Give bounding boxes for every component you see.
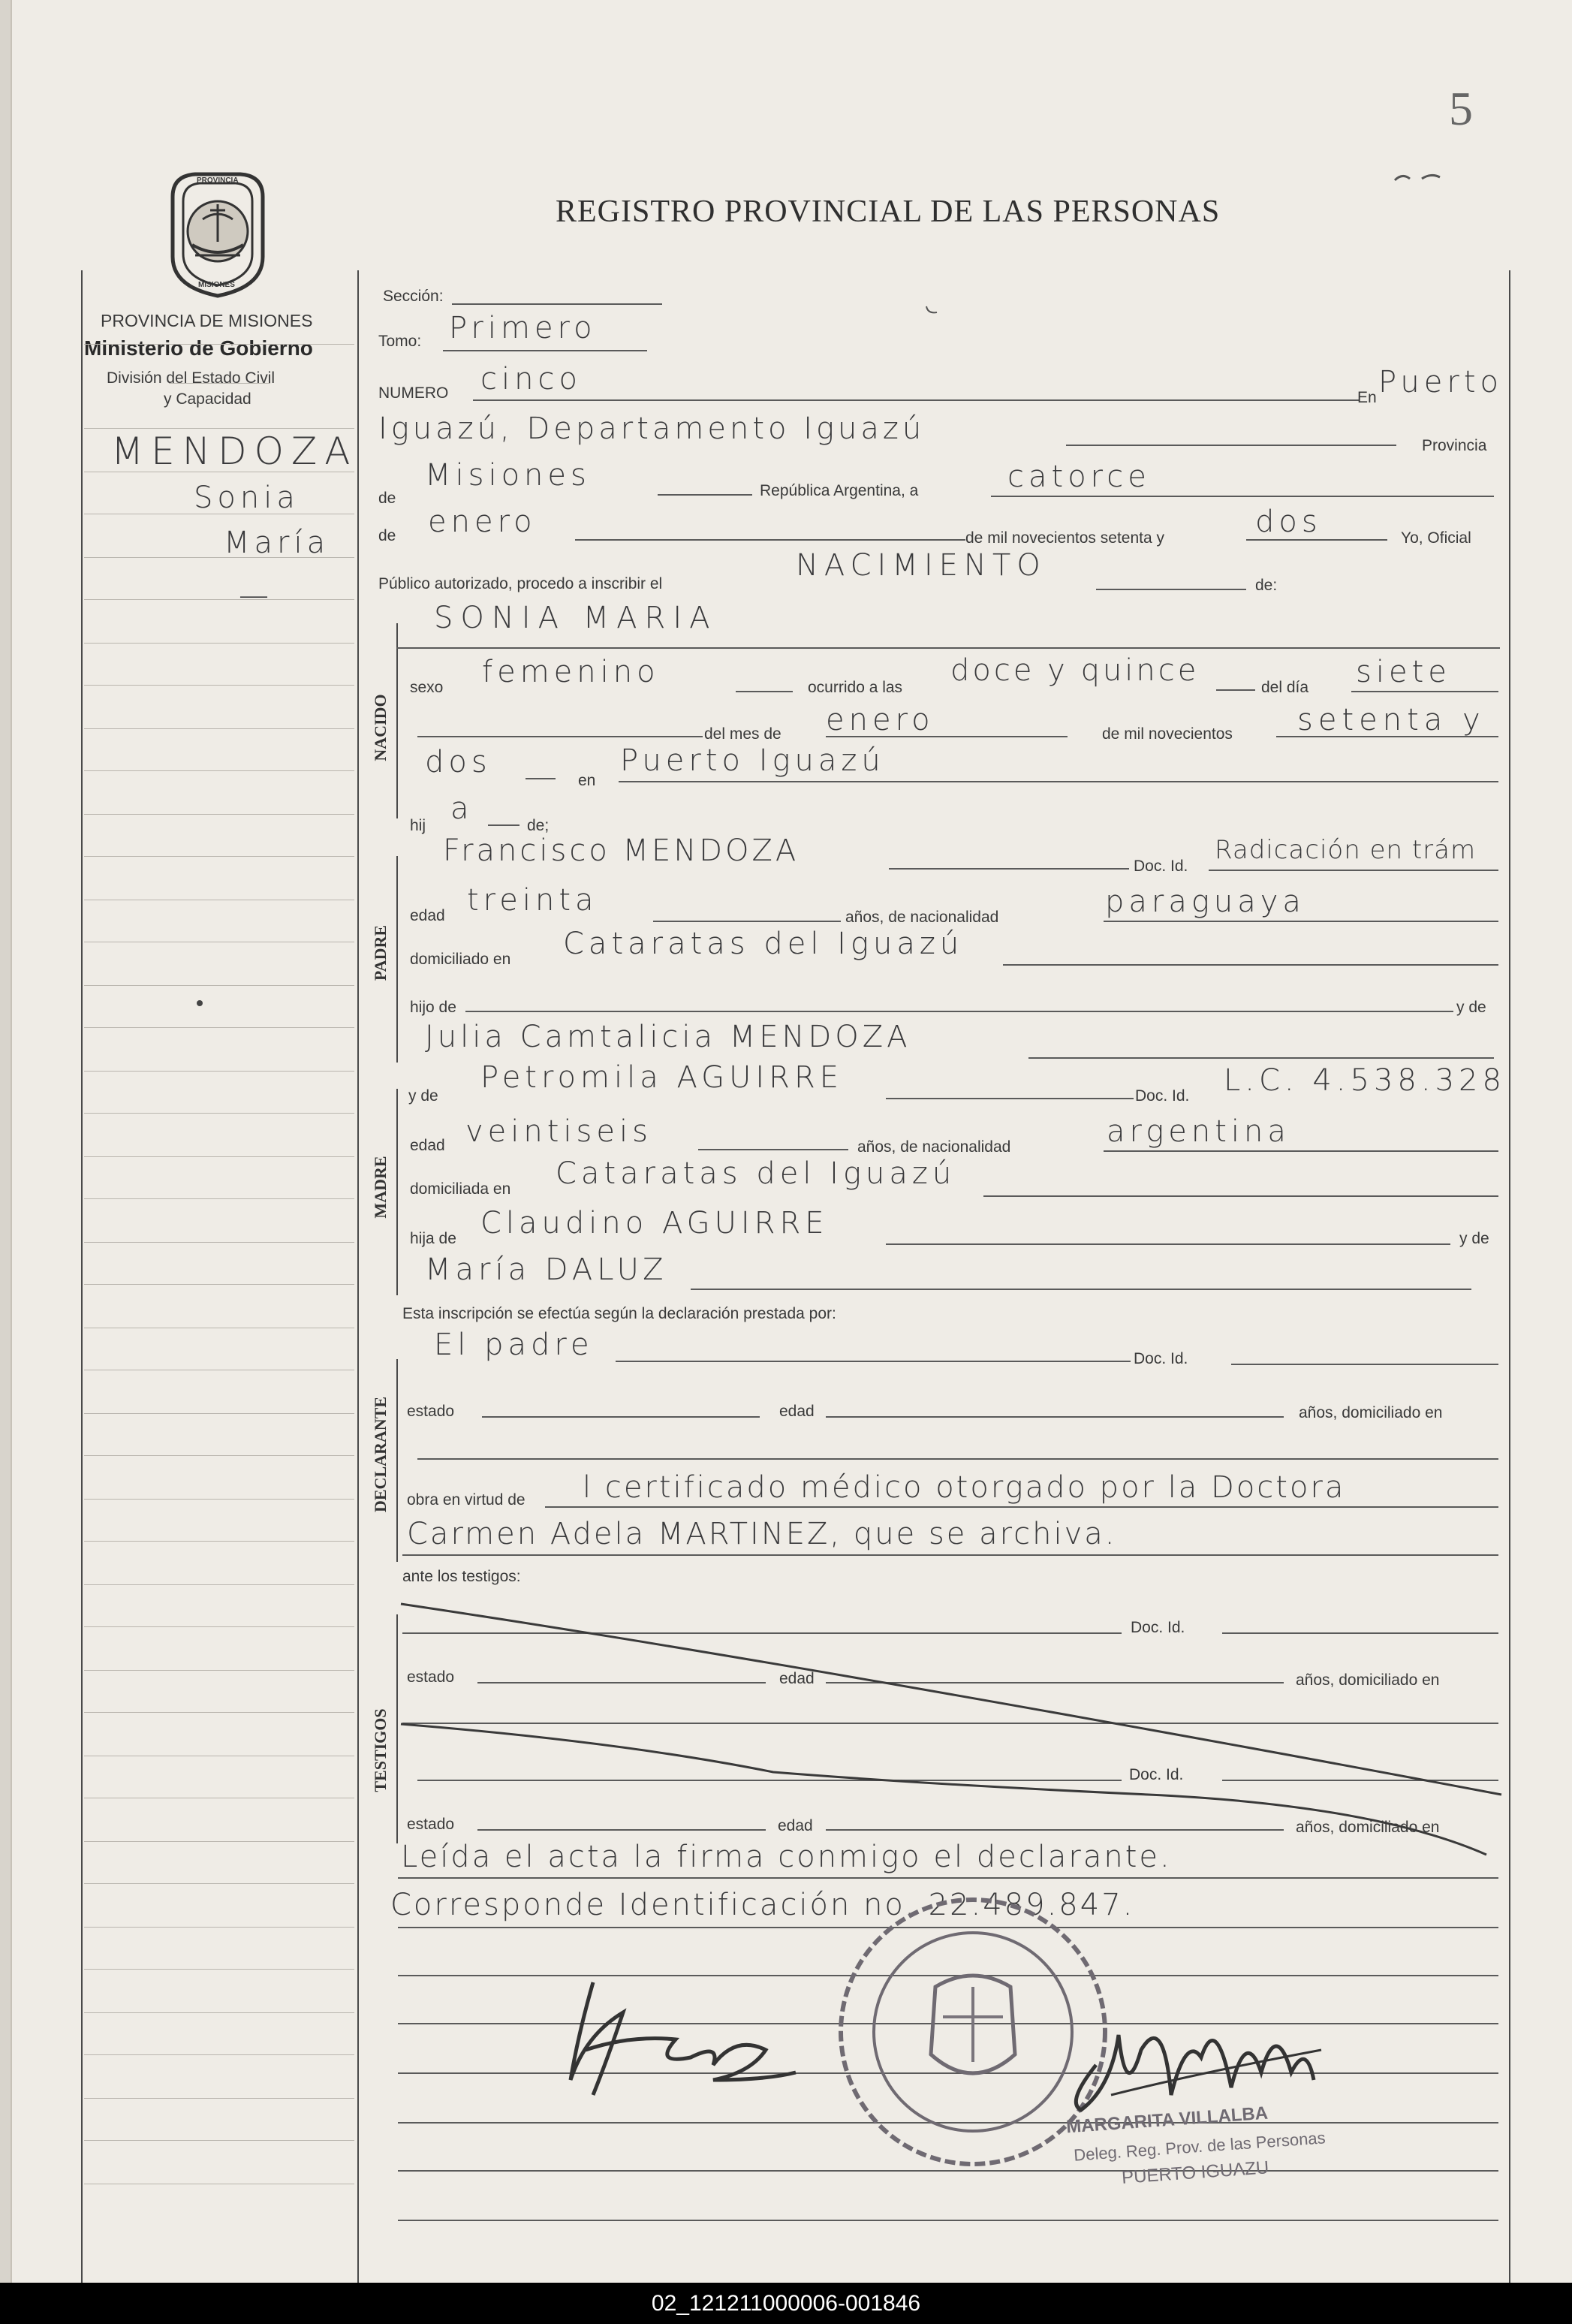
ocurrido-label: ocurrido a las	[808, 679, 903, 696]
form-left-border	[357, 270, 359, 2283]
section-padre: PADRE	[371, 924, 390, 981]
anio-nac-value-1: setenta y	[1297, 703, 1486, 737]
madre-madre-value: María DALUZ	[425, 1252, 668, 1287]
nacido-bracket	[396, 623, 398, 818]
del-mes-label: del mes de	[704, 725, 781, 743]
seal-bottom-text: MISIONES	[198, 281, 235, 289]
yo-oficial-label: Yo, Oficial	[1401, 529, 1471, 547]
binding-edge	[0, 0, 12, 2283]
lugar-nac-value: Puerto Iguazú	[620, 743, 885, 778]
anos-nac-label-padre: años, de nacionalidad	[845, 909, 999, 926]
acto-value: NACIMIENTO	[796, 548, 1046, 583]
padre-doc-value: Radicación en trám	[1215, 835, 1477, 865]
madre-bracket	[396, 1089, 398, 1295]
margin-given-name-1: Sonia	[194, 481, 300, 515]
anos-nac-label-madre: años, de nacionalidad	[857, 1138, 1011, 1156]
de-colon-label: de:	[1255, 577, 1278, 594]
estado-label-t1: estado	[407, 1668, 455, 1686]
division-label-2: y Capacidad	[164, 390, 251, 408]
edad-label-t2: edad	[778, 1817, 813, 1834]
nombre-value: SONIA MARIA	[434, 601, 718, 635]
section-madre: MADRE	[371, 1156, 390, 1219]
y-de-label-1: y de	[1456, 999, 1486, 1016]
edad-label-decl: edad	[779, 1403, 815, 1420]
en-label-2: en	[578, 772, 596, 789]
de-mil-nov-label: de mil novecientos	[1102, 725, 1233, 743]
obra-label: obra en virtud de	[407, 1491, 526, 1509]
ante-testigos-label: ante los testigos:	[402, 1568, 521, 1585]
tomo-value: Primero	[449, 311, 597, 345]
dot-mark	[197, 1000, 203, 1006]
y-de-label-2: y de	[408, 1087, 438, 1105]
section-declarante: DECLARANTE	[371, 1396, 390, 1512]
nota-value-2: Corresponde Identificación no. 22.489.847.	[390, 1888, 1135, 1922]
lugar-value-1: Puerto	[1378, 365, 1503, 399]
page-number: 5	[1449, 82, 1473, 135]
edad-label-padre: edad	[410, 907, 445, 924]
de-label-2: de	[378, 527, 396, 544]
padre-value: Francisco MENDOZA	[443, 833, 800, 868]
anos-dom-label-t1: años, domiciliado en	[1296, 1671, 1440, 1689]
estado-label-t2: estado	[407, 1816, 455, 1833]
hij-suffix-value: a	[450, 791, 474, 826]
edad-label-madre: edad	[410, 1137, 445, 1154]
section-nacido: NACIDO	[371, 694, 390, 761]
anos-dom-label-t2: años, domiciliado en	[1296, 1819, 1440, 1836]
stamp-role: Deleg. Reg. Prov. de las Personas	[1073, 2128, 1327, 2165]
provincial-seal	[158, 167, 278, 300]
hijo-de-label: hijo de	[410, 999, 456, 1016]
stamp-name: MARGARITA VILLALBA	[1065, 2102, 1269, 2138]
padre-edad-value: treinta	[467, 883, 598, 918]
madre-edad-value: veintiseis	[465, 1114, 652, 1149]
anio-value: dos	[1255, 505, 1322, 539]
dia-nac-value: siete	[1356, 655, 1451, 689]
seccion-label: Sección:	[383, 288, 444, 305]
hij-label: hij	[410, 817, 426, 834]
sexo-value: femenino	[482, 655, 660, 689]
dia-value: catorce	[1007, 460, 1151, 494]
numero-value: cinco	[480, 362, 582, 396]
provincia-label: Provincia	[1422, 437, 1487, 454]
margin-surname: MENDOZA	[111, 430, 358, 473]
section-testigos: TESTIGOS	[371, 1708, 390, 1792]
publico-label: Público autorizado, procedo a inscribir el	[378, 575, 663, 592]
madre-nac-value: argentina	[1107, 1114, 1290, 1149]
doc-id-label-madre: Doc. Id.	[1135, 1087, 1190, 1105]
cancel-strokes	[398, 1592, 1509, 1862]
nota-value-1: Leída el acta la firma conmigo el declarante.	[401, 1840, 1172, 1874]
domiciliado-label-padre: domiciliado en	[410, 951, 511, 968]
anos-dom-label-decl: años, domiciliado en	[1299, 1404, 1443, 1421]
doc-id-label-padre: Doc. Id.	[1134, 858, 1188, 875]
form-right-border	[1509, 270, 1510, 2283]
mes-value: enero	[428, 505, 537, 539]
madre-dom-value: Cataratas del Iguazú	[556, 1156, 956, 1191]
hija-de-label: hija de	[410, 1230, 456, 1247]
ministry-label: Ministerio de Gobierno	[84, 336, 313, 360]
edad-label-t1: edad	[779, 1670, 815, 1687]
corner-mark	[1393, 173, 1446, 183]
en-label: En	[1357, 389, 1377, 406]
obra-value-1: l certificado médico otorgado por la Doctora	[583, 1470, 1346, 1505]
republica-label: República Argentina, a	[760, 482, 919, 499]
anio-nac-value-2: dos	[425, 745, 492, 779]
declarant-signature	[541, 1967, 811, 2118]
doc-id-label-t1: Doc. Id.	[1131, 1619, 1185, 1636]
hora-value: doce y quince	[950, 653, 1200, 688]
division-label-1: División del Estado Civil	[107, 369, 276, 387]
esta-inscripcion-label: Esta inscripción se efectúa según la declaración prestada por:	[402, 1305, 836, 1322]
province-label: PROVINCIA DE MISIONES	[101, 311, 313, 330]
del-dia-label: del día	[1261, 679, 1309, 696]
mes-nac-value: enero	[826, 703, 935, 737]
tomo-label: Tomo:	[378, 333, 422, 350]
padre-nac-value: paraguaya	[1105, 885, 1305, 919]
de-label-1: de	[378, 490, 396, 507]
madre-value: Petromila AGUIRRE	[480, 1060, 844, 1095]
margin-dash: —	[239, 578, 273, 613]
doc-id-label-decl: Doc. Id.	[1134, 1350, 1188, 1367]
image-caption: 02_121211000006-001846	[0, 2283, 1572, 2324]
provincia-value: Misiones	[425, 458, 591, 493]
stamp-place: PUERTO IGUAZU	[1121, 2157, 1270, 2188]
de-semi-label: de;	[527, 817, 550, 834]
abuelos-p-value: Julia Camtalicia MENDOZA	[425, 1020, 911, 1054]
sexo-label: sexo	[410, 679, 444, 696]
madre-padre-value: Claudino AGUIRRE	[480, 1206, 829, 1240]
seal-top-text: PROVINCIA	[197, 176, 239, 185]
declarante-value: El padre	[434, 1328, 594, 1362]
declarante-bracket	[396, 1359, 398, 1562]
margin-given-name-2: María	[224, 526, 330, 560]
obra-value-2: Carmen Adela MARTINEZ, que se archiva.	[407, 1517, 1117, 1551]
lugar-value-2: Iguazú, Departamento Iguazú	[378, 411, 926, 446]
de-mil-label: de mil novecientos setenta y	[965, 529, 1164, 547]
numero-label: NUMERO	[378, 384, 449, 402]
padre-dom-value: Cataratas del Iguazú	[563, 927, 964, 961]
estado-label-decl: estado	[407, 1403, 455, 1420]
document-title: REGISTRO PROVINCIAL DE LAS PERSONAS	[556, 194, 1221, 229]
madre-doc-value: L.C. 4.538.328	[1224, 1063, 1506, 1098]
left-column-border	[81, 270, 83, 2283]
padre-bracket	[396, 856, 398, 1063]
doc-id-label-t2: Doc. Id.	[1129, 1766, 1184, 1783]
y-de-label-3: y de	[1459, 1230, 1489, 1247]
domiciliada-label: domiciliada en	[410, 1180, 511, 1198]
